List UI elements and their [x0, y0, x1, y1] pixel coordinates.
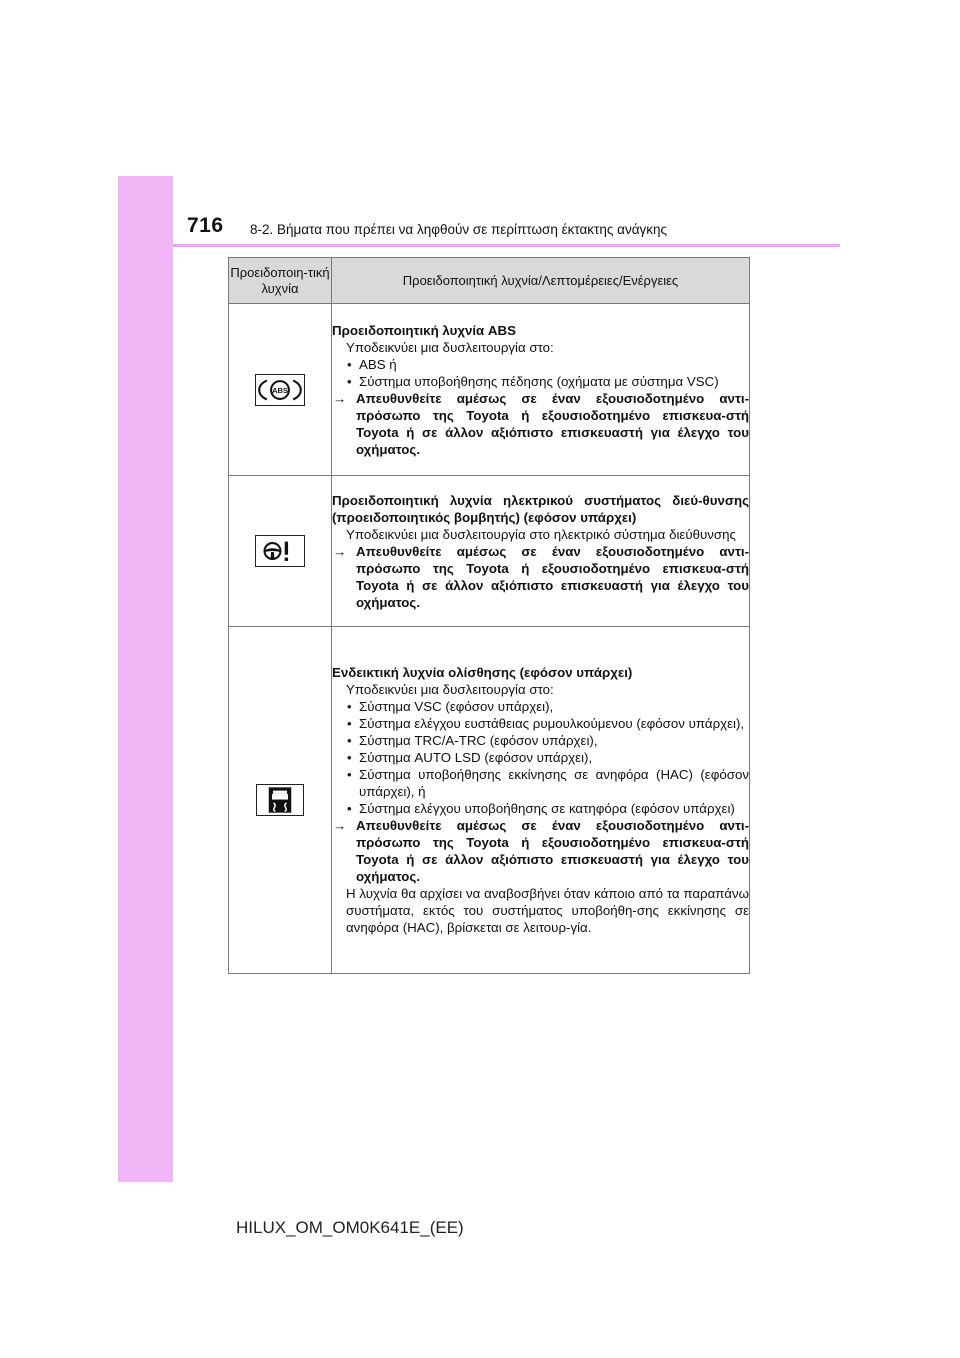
column-header-warning-light: Προειδοποιη-τική λυχνία [229, 258, 332, 304]
header-rule [173, 244, 840, 247]
light-intro: Υποδεικνύει μια δυσλειτουργία στο: [346, 682, 554, 697]
note-text: Η λυχνία θα αρχίσει να αναβοσβήνει όταν κάποιο από τα παραπάνω συστήματα, εκτός του συστήματος υποβοήθη-σης εκκίνησης σε ανηφόρα (HAC), βρίσκεται σε λειτουρ-γία. [346, 886, 749, 935]
description-cell [332, 627, 750, 974]
list-item: • Σύστημα ελέγχου υποβοήθησης σε κατηφόρα (εφόσον υπάρχει) [347, 801, 735, 816]
page-header [173, 210, 840, 244]
light-title: Ενδεικτική λυχνία ολίσθησης (εφόσον υπάρχει) [332, 665, 633, 680]
list-item: • Σύστημα ελέγχου ευστάθειας ρυμουλκούμενου (εφόσον υπάρχει), [347, 716, 745, 731]
electric-power-steering-warning-icon [255, 535, 305, 567]
slip-indicator-icon [256, 784, 304, 816]
action-text: → Απευθυνθείτε αμέσως σε έναν εξουσιοδοτημένο αντι-πρόσωπο της Toyota ή εξουσιοδοτημένο επισκευα-στή Toyota ή σε άλλον αξιόπιστο επισκευαστή για έλεγχο του οχήματος. [333, 543, 749, 610]
warning-lights-table [228, 257, 750, 974]
manual-code: HILUX_OM_OM0K641E_(EE) [236, 1218, 464, 1237]
action-text: → Απευθυνθείτε αμέσως σε έναν εξουσιοδοτημένο αντι-πρόσωπο της Toyota ή εξουσιοδοτημένο επισκευα-στή Toyota ή σε άλλον αξιόπιστο επισκευαστή για έλεγχο του οχήματος. [333, 818, 749, 884]
list-item: • ABS ή [347, 356, 397, 372]
table-row [229, 627, 750, 974]
column-header-details: Προειδοποιητική λυχνία/Λεπτομέρειες/Ενέργειες [332, 258, 750, 304]
description-cell [332, 476, 750, 627]
table-header-row [229, 258, 750, 304]
table-row [229, 476, 750, 627]
icon-cell [229, 304, 332, 476]
list-item: • Σύστημα AUTO LSD (εφόσον υπάρχει), [347, 750, 593, 765]
abs-warning-icon [255, 374, 305, 406]
section-title: 8-2. Βήματα που πρέπει να ληφθούν σε περίπτωση έκτακτης ανάγκης [250, 222, 668, 237]
svg-text:ABS: ABS [272, 385, 288, 395]
icon-cell [229, 476, 332, 627]
description-cell [332, 304, 750, 476]
light-title: Προειδοποιητική λυχνία ηλεκτρικού συστήματος διεύ-θυνσης (προειδοποιητικός βομβητής) (εφόσον υπάρχει) [332, 492, 749, 525]
list-item: • Σύστημα VSC (εφόσον υπάρχει), [347, 699, 554, 714]
table-row [229, 304, 750, 476]
light-title: Προειδοποιητική λυχνία ABS [332, 322, 517, 338]
icon-cell [229, 627, 332, 974]
list-item: • Σύστημα TRC/A-TRC (εφόσον υπάρχει), [347, 733, 598, 748]
side-color-band [118, 176, 173, 1182]
list-item: • Σύστημα υποβοήθησης πέδησης (οχήματα με σύστημα VSC) [347, 373, 719, 389]
list-item: • Σύστημα υποβοήθησης εκκίνησης σε ανηφόρα (HAC) (εφόσον υπάρχει), ή [347, 767, 749, 799]
light-intro: Υποδεικνύει μια δυσλειτουργία στο: [346, 339, 554, 355]
light-intro: Υποδεικνύει μια δυσλειτουργία στο ηλεκτρικό σύστημα διεύθυνσης [346, 526, 736, 542]
action-text: → Απευθυνθείτε αμέσως σε έναν εξουσιοδοτημένο αντι-πρόσωπο της Toyota ή εξουσιοδοτημένο επισκευα-στή Toyota ή σε άλλον αξιόπιστο επισκευαστή για έλεγχο του οχήματος. [333, 390, 749, 457]
page-number: 716 [187, 214, 224, 237]
